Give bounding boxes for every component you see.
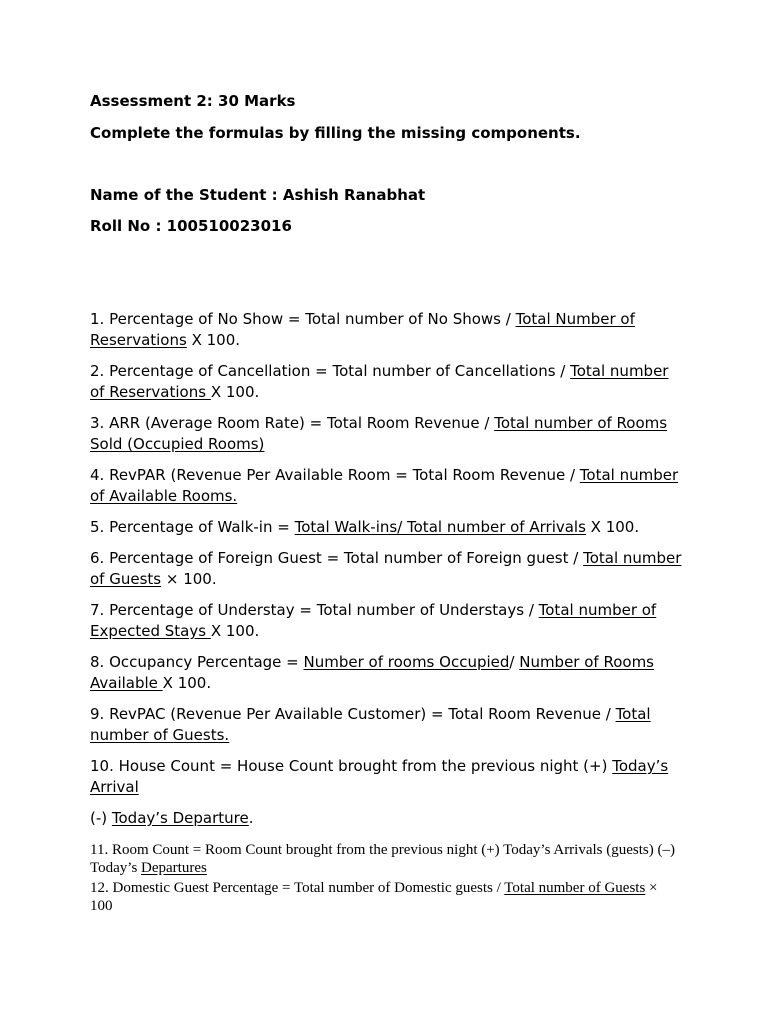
formula-item: 6. Percentage of Foreign Guest = Total number of Foreign guest / Total number of Guests × 100.	[90, 549, 682, 588]
assessment-heading: Assessment 2: 30 Marks	[90, 92, 296, 110]
formula-item: 12. Domestic Guest Percentage = Total number of Domestic guests / Total number of Guests × 100	[90, 880, 658, 914]
formula-item: 3. ARR (Average Room Rate) = Total Room Revenue / Total number of Rooms Sold (Occupied Rooms)	[90, 414, 668, 453]
formula-item: (-) Today’s Departure.	[90, 809, 254, 827]
formula-item: 7. Percentage of Understay = Total number of Understays / Total number of Expected Stays X 100.	[90, 601, 657, 640]
formula-item: 10. House Count = House Count brought from the previous night (+) Today’s Arrival	[90, 757, 669, 796]
formula-item: 5. Percentage of Walk-in = Total Walk-ins/ Total number of Arrivals X 100.	[90, 518, 640, 536]
formula-item: 4. RevPAR (Revenue Per Available Room = Total Room Revenue / Total number of Available Rooms.	[90, 466, 679, 505]
formula-item: 9. RevPAC (Revenue Per Available Customer) = Total Room Revenue / Total number of Guests.	[90, 705, 651, 744]
formula-item: 11. Room Count = Room Count brought from the previous night (+) Today’s Arrivals (guests) (–) Today’s Departures	[90, 842, 675, 876]
formula-item: 1. Percentage of No Show = Total number of No Shows / Total Number of Reservations X 100.	[90, 310, 635, 349]
formula-item: 8. Occupancy Percentage = Number of rooms Occupied/ Number of Rooms Available X 100.	[90, 653, 654, 692]
roll-number: Roll No : 100510023016	[90, 217, 292, 235]
instruction-heading: Complete the formulas by filling the missing components.	[90, 124, 581, 142]
formula-item: 2. Percentage of Cancellation = Total number of Cancellations / Total number of Reservations X 100.	[90, 362, 669, 401]
student-name: Name of the Student : Ashish Ranabhat	[90, 186, 426, 204]
